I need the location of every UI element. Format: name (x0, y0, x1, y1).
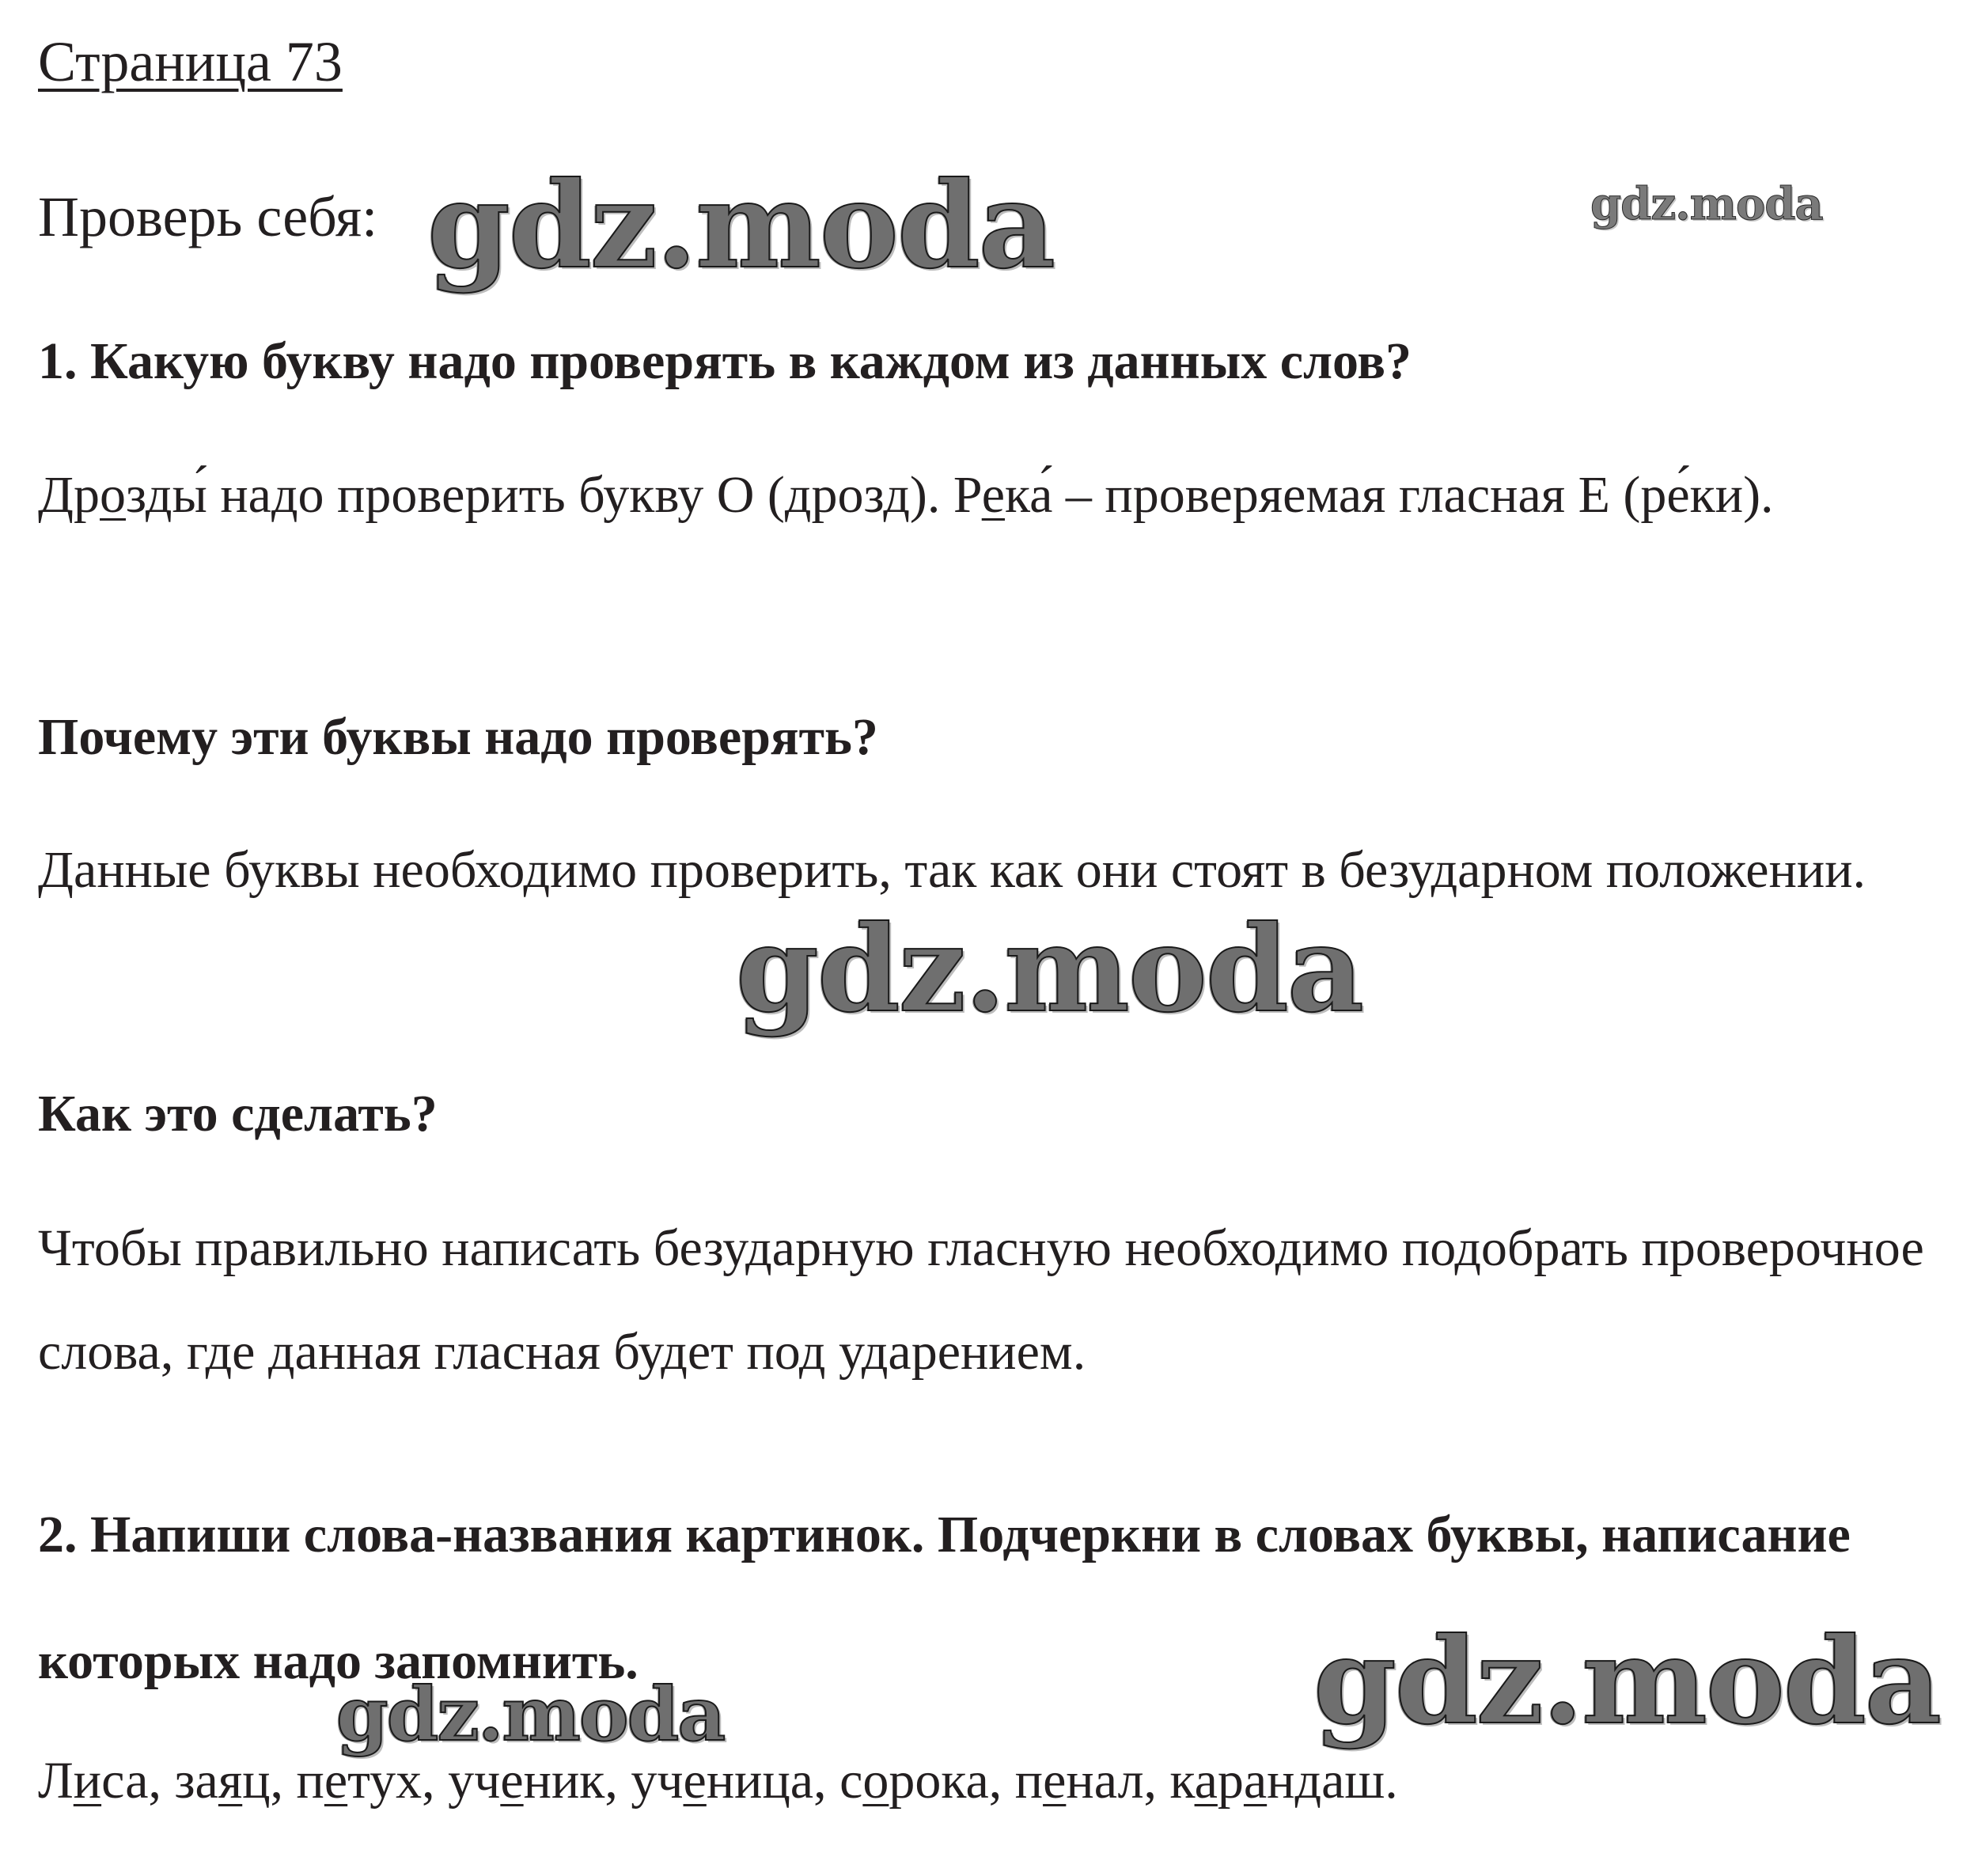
underlined-letter: е (683, 1752, 707, 1810)
underlined-letter: я (218, 1752, 243, 1810)
task1-answer: Дрозды́ надо проверить букву О (дрозд). Река́ – проверяемая гласная Е (ре́ки). (38, 466, 1774, 524)
task2-question: 2. Напиши слова-названия картинок. Подчеркни в словах буквы, написание которых надо запомнить. (38, 1506, 1851, 1690)
task1-question: 1. Какую букву надо проверять в каждом из данных слов? (38, 332, 1412, 390)
task1-question2: Почему эти буквы надо проверять? (38, 708, 878, 766)
task1-answer2: Данные буквы необходимо проверить, так как они стоят в безударном положении. (38, 841, 1866, 899)
underlined-letter: е (981, 466, 1006, 524)
watermark-logo-center: gdz.moda (736, 900, 1363, 1039)
watermark-logo-small: gdz.moda (1590, 178, 1823, 230)
watermark-logo-bottom-right: gdz.moda (1313, 1612, 1941, 1751)
watermark-logo: gdz.moda (427, 156, 1055, 295)
underlined-letter: е (500, 1752, 524, 1810)
underlined-letter: о (862, 1752, 889, 1810)
underlined-letter: е (1043, 1752, 1067, 1810)
check-yourself-label: Проверь себя: (38, 185, 378, 248)
task1-question3: Как это сделать? (38, 1085, 438, 1143)
underlined-letter: и (73, 1752, 102, 1810)
underlined-letter: е (324, 1752, 348, 1810)
page-title: Страница 73 (38, 30, 343, 93)
watermark-logo-bottom-left: gdz.moda (336, 1671, 725, 1758)
task2-answer: Лиса, заяц, петух, ученик, ученица, сорока, пенал, карандаш. (38, 1752, 1398, 1810)
underlined-letter: о (100, 466, 127, 524)
underlined-letter: а (1194, 1752, 1218, 1810)
underlined-letter: а (1243, 1752, 1268, 1810)
task1-answer3: Чтобы правильно написать безударную гласную необходимо подобрать проверочное слова, где данная гласная будет под ударением. (38, 1219, 1924, 1381)
